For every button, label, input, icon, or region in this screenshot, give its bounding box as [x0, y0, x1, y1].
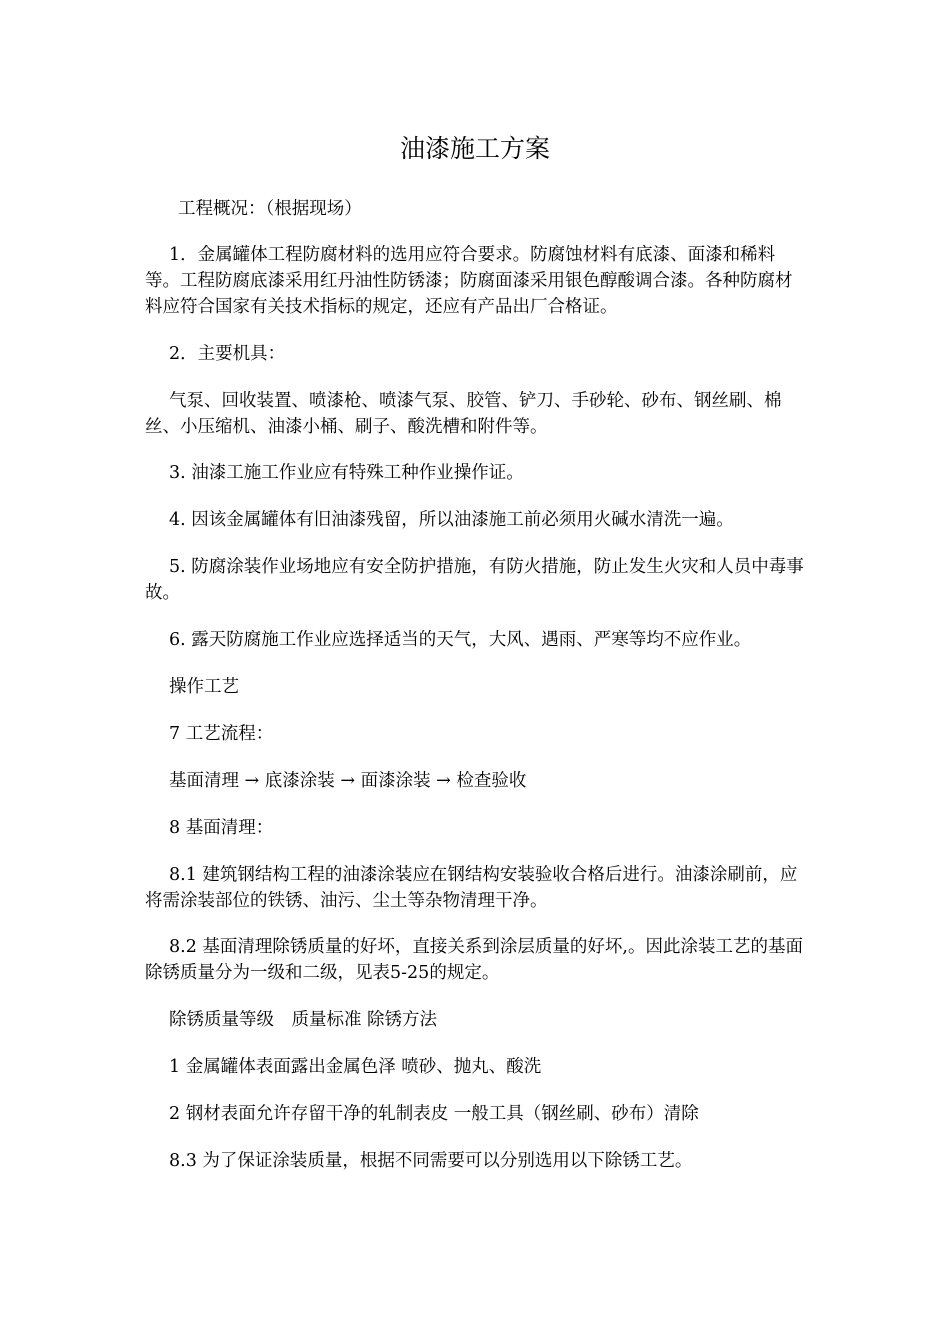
paragraph-5-safety: 5. 防腐涂装作业场地应有安全防护措施，有防火措施，防止发生火灾和人员中毒事故。	[145, 557, 804, 603]
paragraph-flow-steps: 基面清理 → 底漆涂装 → 面漆涂装 → 检查验收	[169, 771, 527, 791]
rust-table-row-1: 1 金属罐体表面露出金属色泽 喷砂、抛丸、酸洗	[169, 1057, 542, 1077]
paragraph-tools-list: 气泵、回收装置、喷漆枪、喷漆气泵、胶管、铲刀、手砂轮、砂布、钢丝刷、棉丝、小压缩机、油漆小桶、刷子、酸洗槽和附件等。	[145, 391, 782, 437]
section-heading-process: 操作工艺	[169, 677, 239, 697]
paragraph-8-surface-heading: 8 基面清理：	[169, 818, 274, 838]
document-title: 油漆施工方案	[399, 134, 550, 163]
paragraph-6-weather: 6. 露天防腐施工作业应选择适当的天气，大风、遇雨、严寒等均不应作业。	[169, 630, 752, 650]
paragraph-8-1: 8.1 建筑钢结构工程的油漆涂装应在钢结构安装验收合格后进行。油漆涂刷前，应将需涂装部位的铁锈、油污、尘土等杂物清理干净。	[145, 865, 798, 911]
paragraph-1-materials: 1．金属罐体工程防腐材料的选用应符合要求。防腐蚀材料有底漆、面漆和稀料等。工程防腐底漆采用红丹油性防锈漆；防腐面漆采用银色醇酸调合漆。各种防腐材料应符合国家有关技术指标的规定，还应有产品出厂合格证。	[145, 245, 793, 317]
paragraph-overview: 工程概况：（根据现场）	[178, 199, 362, 219]
paragraph-8-2: 8.2 基面清理除锈质量的好坏，直接关系到涂层质量的好坏,。因此涂装工艺的基面除锈质量分为一级和二级，见表5-25的规定。	[145, 937, 803, 983]
paragraph-8-3: 8.3 为了保证涂装质量，根据不同需要可以分别选用以下除锈工艺。	[169, 1151, 693, 1171]
paragraph-2-tools-heading: 2．主要机具：	[169, 344, 286, 364]
paragraph-7-flow-heading: 7 工艺流程：	[169, 724, 274, 744]
rust-table-header: 除锈质量等级 质量标准 除锈方法	[169, 1010, 438, 1030]
rust-table-row-2: 2 钢材表面允许存留干净的轧制表皮 一般工具（钢丝刷、砂布）清除	[169, 1104, 699, 1124]
paragraph-3-certificate: 3. 油漆工施工作业应有特殊工种作业操作证。	[169, 463, 524, 483]
paragraph-4-cleaning: 4. 因该金属罐体有旧油漆残留，所以油漆施工前必须用火碱水清洗一遍。	[169, 510, 734, 530]
